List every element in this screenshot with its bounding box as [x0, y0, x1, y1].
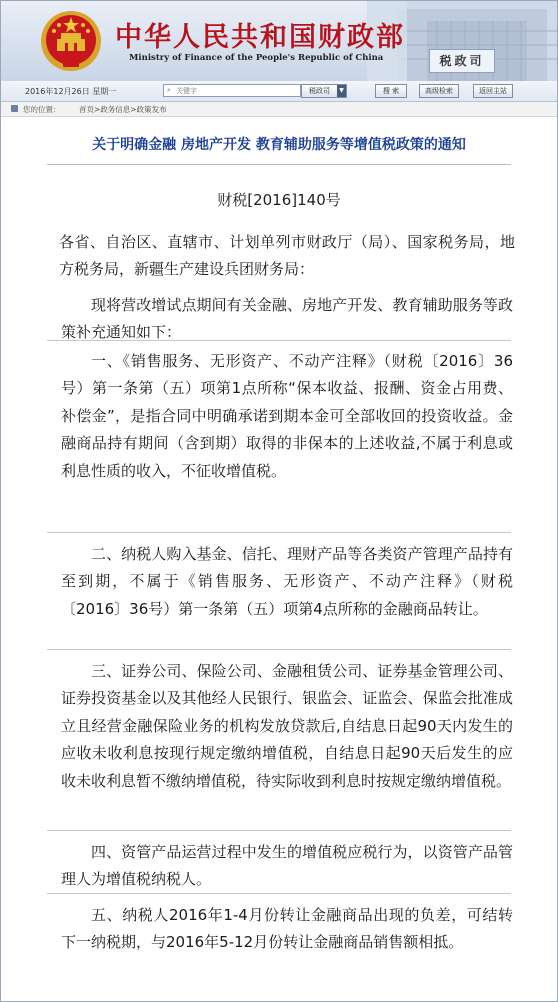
policy-item: 五、纳税人2016年1-4月份转让金融商品出现的负差，可结转下一纳税期，与2016年5-12月份转让金融商品销售额相抵。 — [61, 906, 513, 952]
breadcrumb-path[interactable]: 首页>政务信息>政策发布 — [79, 105, 167, 114]
search-input[interactable] — [163, 84, 301, 97]
policy-item: 二、纳税人购入基金、信托、理财产品等各类资产管理产品持有至到期，不属于《销售服务、无形资产、不动产注释》（财税〔2016〕36号）第一条第（五）项第4点所称的金融商品转让。 — [61, 545, 513, 618]
location-icon — [11, 105, 18, 112]
chevron-down-icon: ▼ — [337, 85, 346, 97]
document-number: 财税[2016]140号 — [217, 191, 341, 209]
breadcrumb-label: 您的位置： — [23, 105, 61, 114]
breadcrumb — [1, 102, 557, 117]
search-icon: ⌕ — [167, 86, 171, 94]
divider — [47, 340, 511, 341]
toolbar — [1, 81, 557, 102]
site-header — [1, 1, 557, 81]
divider — [47, 830, 511, 831]
site-title-english: Ministry of Finance of the People's Republic of China — [129, 53, 384, 63]
divider — [47, 649, 511, 650]
national-emblem-icon — [39, 9, 103, 73]
search-button[interactable]: 搜 索 — [375, 84, 407, 98]
scope-select-value: 税政司 — [309, 87, 330, 95]
divider — [47, 164, 511, 165]
current-date: 2016年12月26日 星期一 — [25, 87, 117, 96]
divider — [47, 532, 511, 533]
policy-item: 三、证券公司、保险公司、金融租赁公司、证券基金管理公司、证券投资基金以及其他经人民银行、银监会、证监会、保监会批准成立且经营金融保险业务的机构发放贷款后,自结息日起90天内发生的应收未收利息按现行规定缴纳增值税，自结息日起90天后发生的应收未收利息暂不缴纳增值税，待实际收到利息时按规定缴纳增值税。 — [61, 662, 513, 790]
advanced-search-button[interactable]: 高级检索 — [419, 84, 459, 98]
scope-select[interactable] — [301, 84, 347, 98]
policy-item: 一、《销售服务、无形资产、不动产注释》（财税〔2016〕36号）第一条第（五）项第1点所称“保本收益、报酬、资金占用费、补偿金”，是指合同中明确承诺到期本金可全部收回的投资收益。金融商品持有期间（含到期）取得的非保本的上述收益,不属于利息或利息性质的收入，不征收增值税。 — [61, 352, 513, 480]
document-title: 关于明确金融 房地产开发 教育辅助服务等增值税政策的通知 — [92, 137, 466, 153]
department-label: 税政司 — [429, 49, 495, 73]
policy-item: 四、资管产品运营过程中发生的增值税应税行为，以资管产品管理人为增值税纳税人。 — [61, 843, 513, 889]
intro-paragraph: 现将营改增试点期间有关金融、房地产开发、教育辅助服务等政策补充通知如下： — [61, 296, 513, 342]
site-title-chinese: 中华人民共和国财政部 — [115, 22, 405, 53]
addressee-paragraph: 各省、自治区、直辖市、计划单列市财政厅（局）、国家税务局，地方税务局，新疆生产建设兵团财务局： — [59, 233, 515, 279]
back-home-button[interactable]: 返回主站 — [473, 84, 513, 98]
divider — [47, 893, 511, 894]
